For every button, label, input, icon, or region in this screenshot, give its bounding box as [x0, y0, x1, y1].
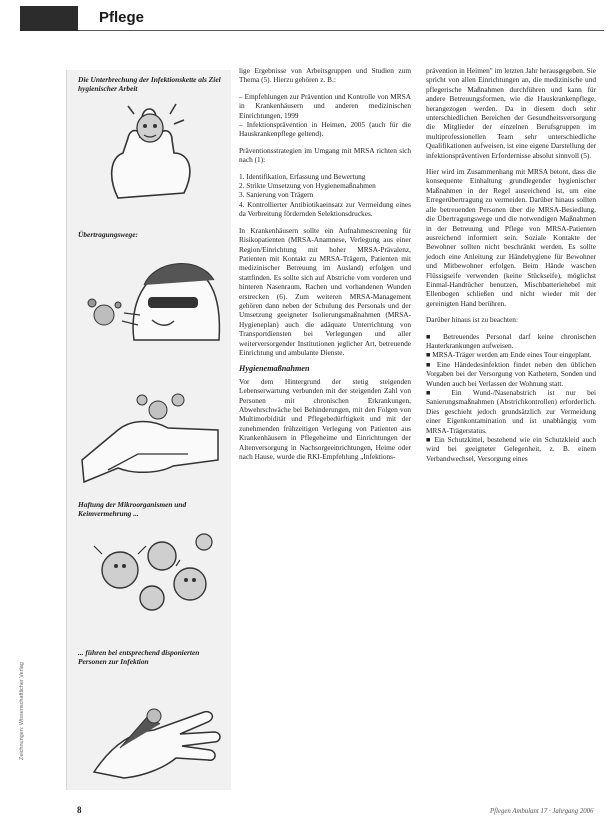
infected-hand-illustration — [84, 672, 224, 782]
header-rule — [78, 30, 604, 31]
germ-multiplication-illustration — [80, 520, 226, 620]
list-item: – Empfehlungen zur Prävention und Kontrolle von MRSA in Krankenhäusern und anderen medizinischen Einrichtungen, 1999 — [239, 91, 411, 120]
handshake-illustration — [78, 370, 226, 490]
section-heading: Hygienemaßnahmen — [239, 364, 310, 374]
col2-paragraph-1: prävention in Heimen" im letzten Jahr herausgegeben. Sie spricht von allen Einrichtungen an, die medizinische und pflegerische Maßnahmen durchführen und kann für andere Betreuungsformen, wie die Hauskrankenpflege, herangezogen werden. Da in diesem doch sehr unterschiedlichen Bereichen der Gesundheitsversorgung die Mitglieder der einzelnen Berufsgruppen im multiprofessionellen Team sehr unterschiedliche Qualifikationen aufweisen, ist eine eigene Darstellung der infektionspräventiven Erfordernisse absolut sinnvoll (5). — [426, 66, 596, 160]
section-title: Pflege — [99, 9, 145, 26]
list-item: – Infektionsprävention in Heimen, 2005 (auch für die Hauskrankenpflege geltend). — [239, 120, 411, 139]
list-item: ■ Betreuendes Personal darf keine chronischen Hauterkrankungen aufweisen. — [426, 331, 596, 350]
col2-paragraph-2: Hier wird im Zusammenhang mit MRSA betont, dass die konsequente Einhaltung grundlegender hygienischer Maßnahmen in der Regel ausreichend ist, um eine Erregerübertragung zu vermeiden. Darüber hinaus sollten alle betreuenden Personen über die MRSA-Besiedlung, die Übertragungswege und die notwendigen Maßnahmen in der Betreuung und Pflege von MRSA-Patienten ausreichend informiert sein. Soziale Kontakte der Bewohner sollten nicht beschränkt werden. Es sollte jedoch eine Anleitung zur Händehygiene für Bewohner und Mitbewohner erfolgen. Beim Hände waschen Flüssigseife verwenden (keine Stückseife), möglichst Einmal-Handtücher benutzen, Mischbatteriehebel mit Ellenbogen schließen und nicht wieder mit der gereinigten Hand berühren. — [426, 167, 596, 308]
list-item: ■ Eine Händedesinfektion findet neben den üblichen Vorgaben bei der Versorgung von Kathetern, Sonden und Wunden auch bei Verlassen der Wohnung statt. — [426, 359, 596, 388]
col1-paragraph-2: Präventionsstrategien im Umgang mit MRSA richten sich nach (1): — [239, 145, 411, 165]
chained-hand-illustration — [88, 98, 218, 208]
list-item: 4. Kontrollierter Antibiotikaeinsatz zur Vermeidung eines da Verbreitung fördernden Selektionsdruckes. — [239, 199, 411, 219]
figure-caption-1: Die Unterbrechung der Infektionskette als Ziel hygienischer Arbeit — [78, 75, 221, 94]
figure-caption-3: Haftung der Mikroorganismen und Keimvermehrung ... — [78, 500, 187, 519]
figure-caption-2: Übertragungswege: — [78, 230, 138, 239]
col1-paragraph-3: In Krankenhäusern sollte ein Aufnahmescreening für Risikopatienten (MRSA-Anamnese, Verlegung aus einer Region/Einrichtung mit hoher MRSA-Prävalenz, Patienten mit Kontakt zu MRSA-Trägern, Patienten mit medizinischer Betreuung im Ausland) erfolgen und stattfinden. Es sollte sich auf Abstriche vom vorderen und hinteren Nasenraum, Rachen und vorhandenen Wunden erstrecken (6). Zum weiteren MRSA-Management gehören dann neben der Schulung des Personals und der Umsetzung geeigneter Isolierungsmaßnahmen (MRSA-Hygieneplan) auch die adäquate Unterrichtung von Transportdiensten bei Verlegungen und aller weiterversorgender Institutionen jeglicher Art, betreuende Einrichtung und ambulante Dienste. — [239, 225, 411, 357]
col1-intro: lige Ergebnisse von Arbeitsgruppen und Studien zum Thema (5). Hierzu gehören z. B.: — [239, 66, 411, 85]
illustration-credit: Zeichnungen: Wissenschaftlicher Verlag — [19, 662, 25, 760]
text-column-1 — [239, 66, 411, 468]
header-block — [20, 6, 78, 31]
page-header — [20, 6, 604, 31]
list-item: ■ Ein Schutzkittel, bestehend wie ein Schutzkleid auch wird bei geeigneter Gelegenheit, z. B. einem Verbandwechsel, Versorgung eines — [426, 435, 596, 463]
list-item: ■ MRSA-Träger werden am Ende eines Tour eingeplant. — [426, 350, 592, 360]
text-column-2 — [426, 66, 596, 470]
list-item: ■ Ein Wund-/Nasenabstrich ist nur bei Sanierungsmaßnahmen (Abstrichkontrollen) erforderlich. Dies geschieht jedoch grundsätzlich zur Vermeidung einer Eigenkontamination und ist unabhängig vom MRSA-Trägerstatus. — [426, 388, 596, 435]
col2-bullets — [426, 332, 596, 464]
col1-numbered-list — [239, 172, 411, 219]
figure-caption-4: ... führen bei entsprechend disponierten Personen zur Infektion — [78, 648, 200, 667]
journal-footer: Pflegen Ambulant 17 · Jahrgang 2006 — [490, 808, 594, 815]
list-item: 2. Strikte Umsetzung von Hygienemaßnahmen — [239, 181, 376, 191]
col1-paragraph-4: Vor dem Hintergrund der stetig steigenden Lebenserwartung verbunden mit der steigenden Zahl von Personen mit chronischen Erkrankungen, Abwehrschwäche bei Behinderungen, mit den Folgen von Multimorbidität und Pflegebedürftigkeit und mit der zunehmenden frühzeitigen Verlegung von Patienten aus Krankenhäusern in Pflegeheime und Einrichtungen der Altenversorgung in Nachsorgeeinrichtungen, Heime oder nach Hause, wurde die RKI-Empfehlung „Infektions- — [239, 376, 411, 462]
col1-bullets-a — [239, 92, 411, 139]
list-item: 3. Sanierung von Trägern — [239, 190, 314, 200]
list-item: 1. Identifikation, Erfassung und Bewertung — [239, 171, 366, 181]
page-number: 8 — [77, 805, 82, 815]
col2-paragraph-3: Darüber hinaus ist zu beachten: — [426, 315, 518, 325]
sneezing-person-illustration — [74, 245, 226, 345]
